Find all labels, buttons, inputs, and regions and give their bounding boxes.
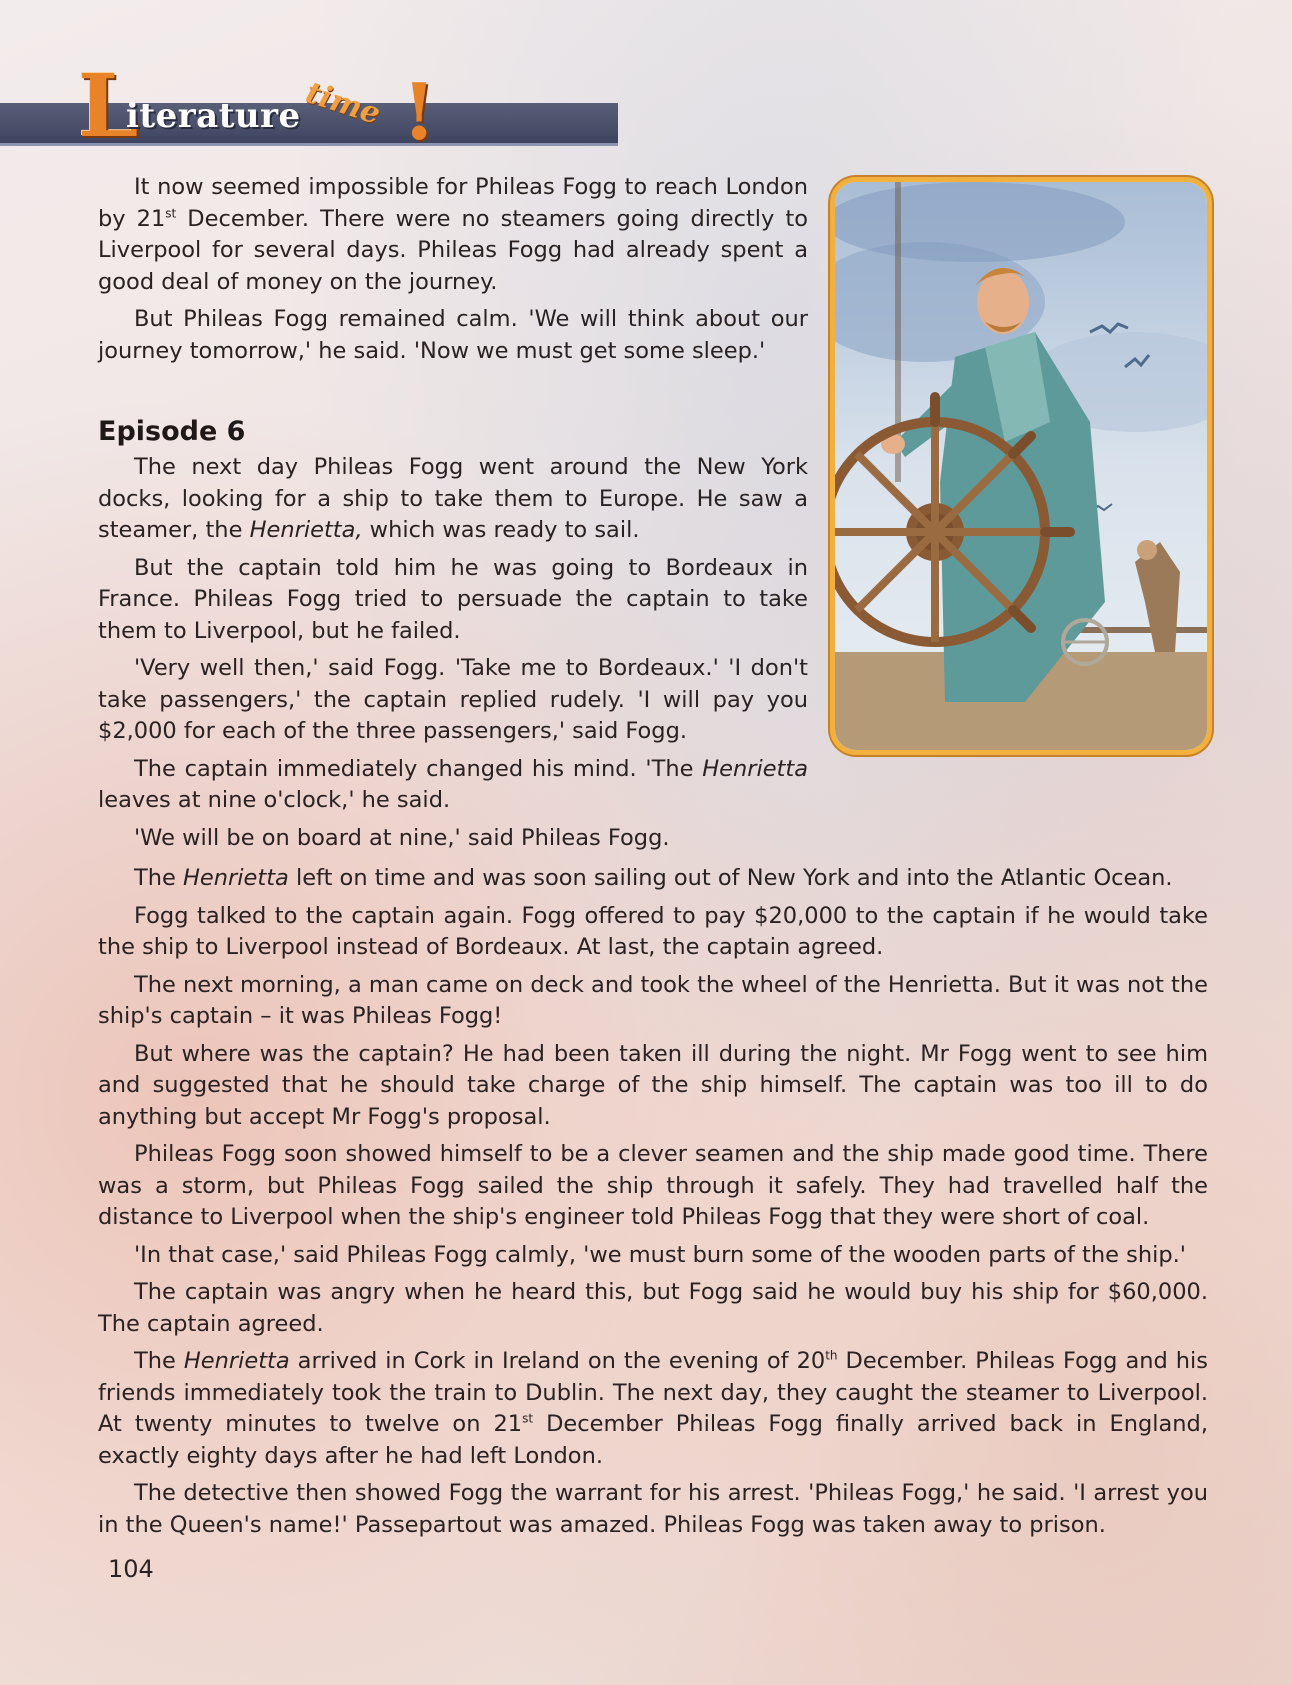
paragraph: It now seemed impossible for Phileas Fogg to reach London by 21st December. There were no steamers going directly to Liverpool for several days. Phileas Fogg had already spent a good deal of money on the journey. [98, 174, 808, 295]
paragraph: 'In that case,' said Phileas Fogg calmly, 'we must burn some of the wooden parts of the ship.' [134, 1241, 1186, 1268]
paragraph: Fogg talked to the captain again. Fogg offered to pay $20,000 to the captain if he would take the ship to Liverpool instead of Bordeaux. At last, the captain agreed. [98, 902, 1208, 960]
banner-accent: time [301, 75, 385, 132]
paragraph: But the captain told him he was going to Bordeaux in France. Phileas Fogg tried to persuade the captain to take them to Liverpool, but he failed. [98, 554, 808, 644]
paragraph: The detective then showed Fogg the warrant for his arrest. 'Phileas Fogg,' he said. 'I arrest you in the Queen's name!' Passepartout was amazed. Phileas Fogg was taken away to prison. [98, 1480, 1208, 1538]
page-number: 104 [108, 1555, 154, 1583]
paragraph: The next day Phileas Fogg went around the New York docks, looking for a ship to take them to Europe. He saw a steamer, the Henrietta, which was ready to sail. [98, 454, 808, 543]
ship-wheel-illustration [835, 182, 1207, 750]
paragraph: Phileas Fogg soon showed himself to be a clever seamen and the ship made good time. There was a storm, but Phileas Fogg sailed the ship through it safely. They had travelled half the distance to Liverpool when the ship's engineer told Phileas Fogg that they were short of coal. [98, 1141, 1208, 1230]
paragraph: But Phileas Fogg remained calm. 'We will think about our journey tomorrow,' he said. 'Now we must get some sleep.' [98, 306, 808, 364]
banner-initial: L [78, 56, 139, 157]
paragraph: The Henrietta left on time and was soon sailing out of New York and into the Atlantic Ocean. [134, 865, 1173, 891]
banner-exclamation: ! [402, 67, 437, 158]
banner-word: iterature [126, 96, 301, 136]
paragraph: The captain was angry when he heard this, but Fogg said he would buy his ship for $60,000. The captain agreed. [98, 1279, 1208, 1337]
paragraph: 'We will be on board at nine,' said Phileas Fogg. [134, 824, 670, 851]
intro-text [98, 172, 808, 373]
paragraph: The next morning, a man came on deck and took the wheel of the Henrietta. But it was not the ship's captain – it was Phileas Fogg! [98, 971, 1208, 1029]
paragraph: The Henrietta arrived in Cork in Ireland on the evening of 20th December. Phileas Fogg and his friends immediately took the train to Dublin. The next day, they caught the steamer to Liverpool. At twenty minutes to twelve on 21st December Phileas Fogg finally arrived back in England, exactly eighty days after he had left London. [98, 1348, 1209, 1469]
episode-title: Episode 6 [98, 416, 246, 447]
paragraph: The captain immediately changed his mind. 'The Henrietta leaves at nine o'clock,' he said. [98, 755, 808, 813]
paragraph: 'Very well then,' said Fogg. 'Take me to Bordeaux.' 'I don't take passengers,' the captain replied rudely. 'I will pay you $2,000 for each of the three passengers,' said Fogg. [98, 655, 808, 744]
episode-text-narrow [98, 452, 808, 860]
episode-text-wide [98, 863, 1208, 1547]
illustration-fogg-at-wheel [830, 177, 1212, 755]
paragraph: But where was the captain? He had been taken ill during the night. Mr Fogg went to see him and suggested that he should take charge of the ship himself. The captain was too ill to do anything but accept Mr Fogg's proposal. [98, 1040, 1208, 1130]
literature-time-banner [0, 56, 620, 158]
